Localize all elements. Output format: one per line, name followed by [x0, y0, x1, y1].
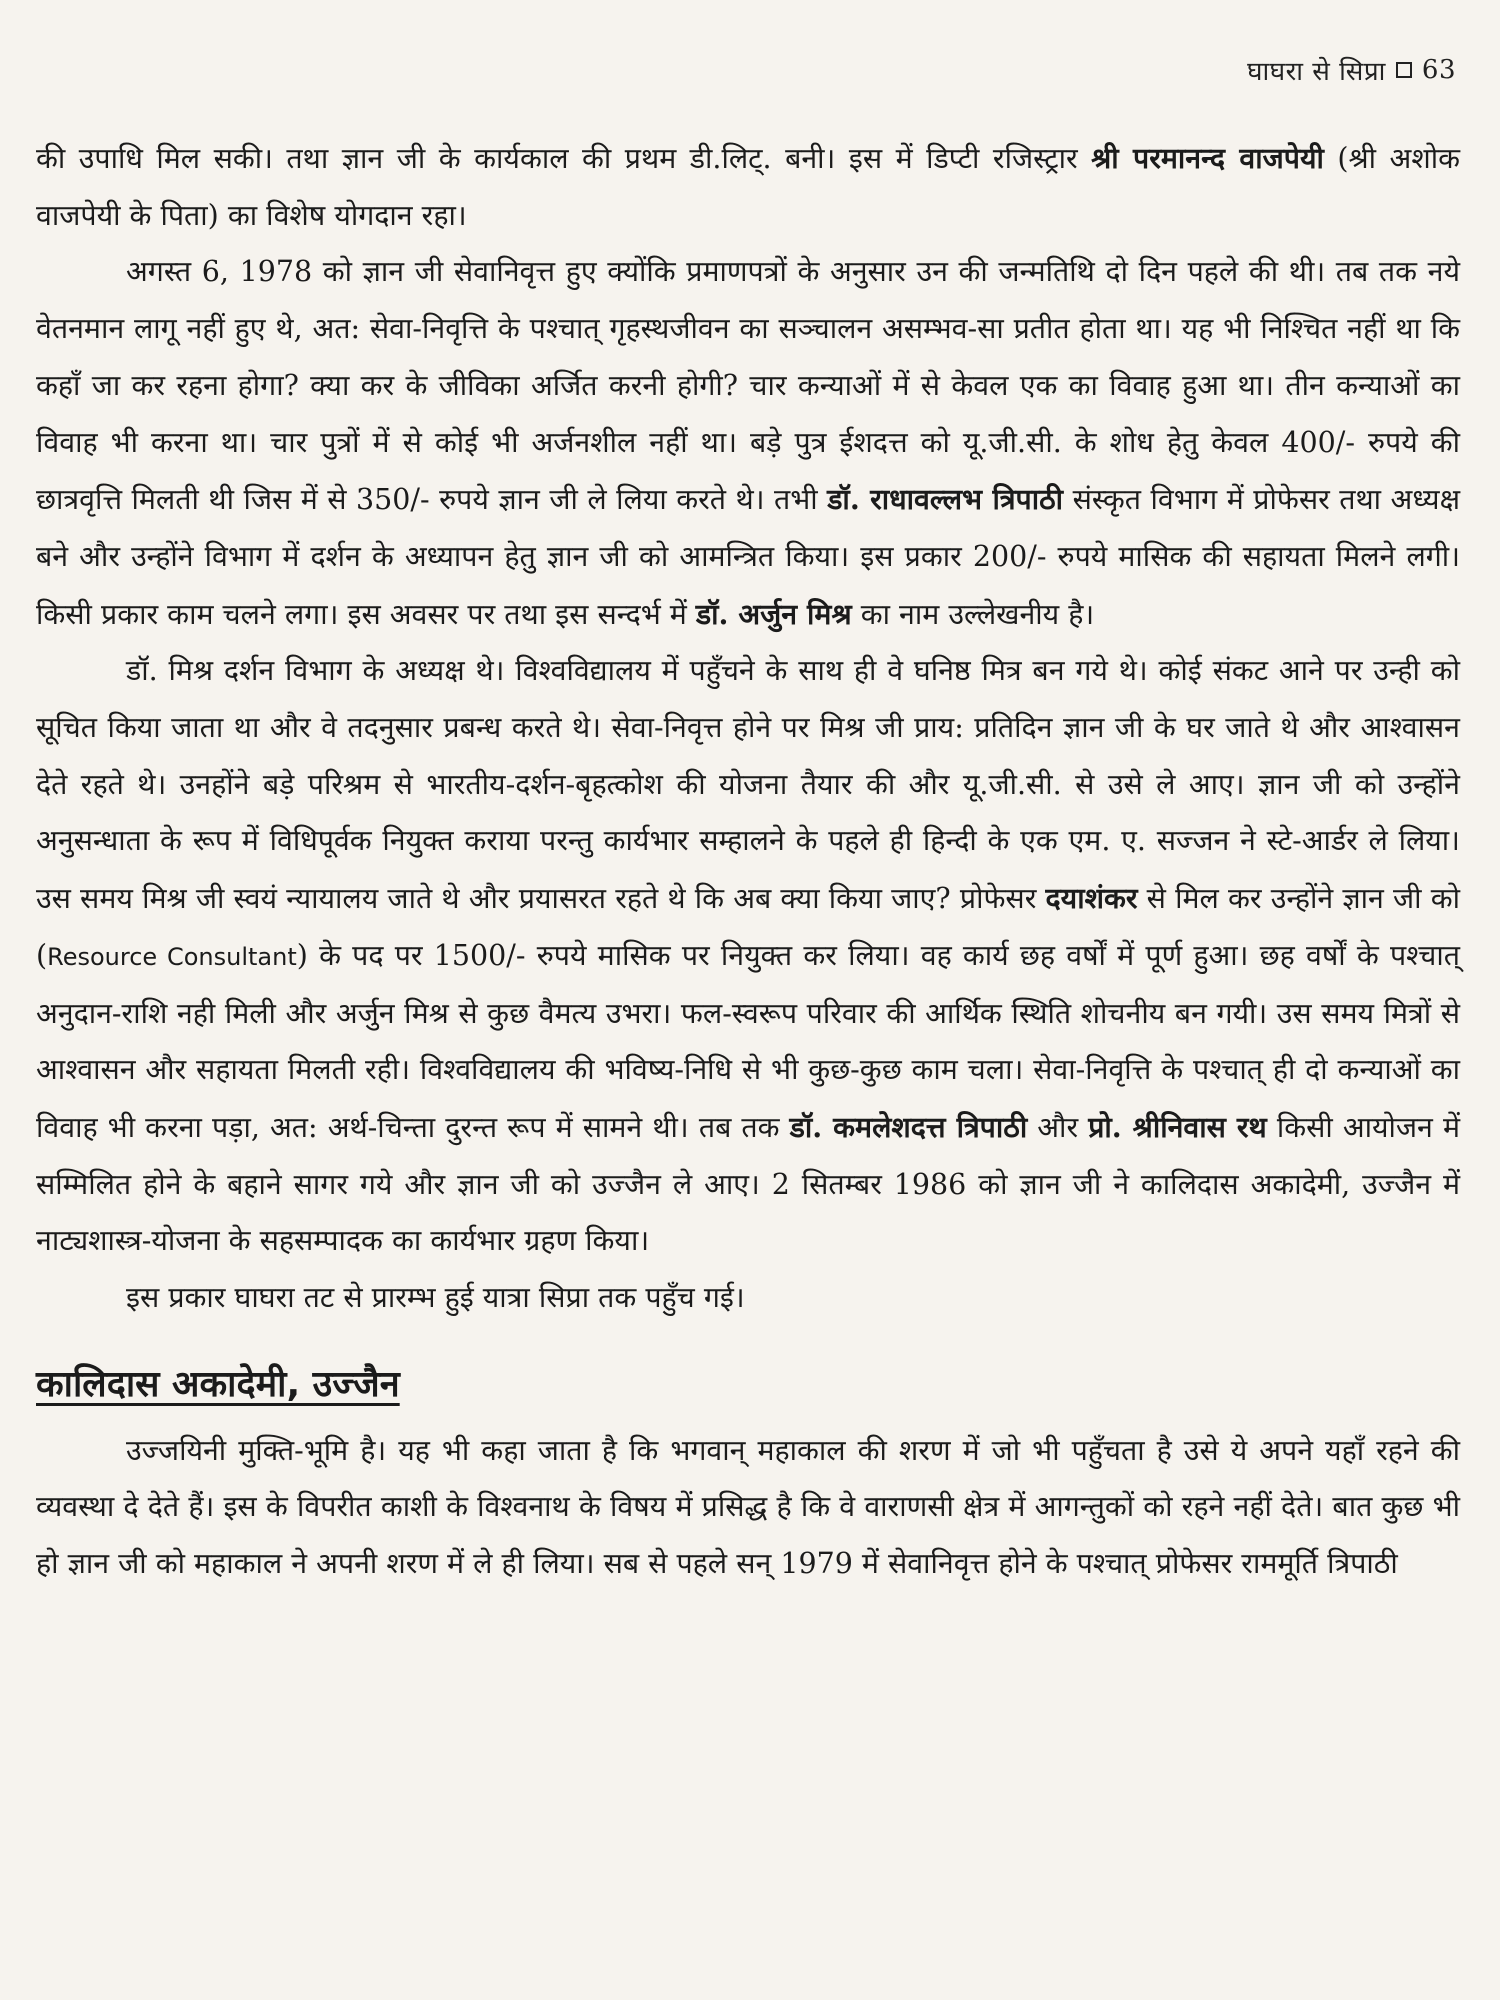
p3-text-g: और	[1027, 1110, 1089, 1144]
running-title: घाघरा से सिप्रा	[1247, 57, 1386, 87]
section-heading: कालिदास अकादेमी, उज्जैन	[36, 1363, 400, 1405]
paragraph-5	[36, 1423, 1460, 1593]
p3-name-dayashankar: दयाशंकर	[1045, 881, 1138, 916]
p3-text-a: डॉ. मिश्र दर्शन विभाग के अध्यक्ष थे। विश्वविद्यालय में पहुँचने के साथ ही वे घनिष्ठ मित्र बन गये थे। कोई संकट आने पर उन्ही को सूचित किया जाता था और वे तदनुसार प्रबन्ध करते थे। सेवा-निवृत्त होने पर मिश्र जी प्राय: प्रतिदिन ज्ञान जी के घर जाते थे और आश्वासन देते रहते थे। उनहोंने बड़े परिश्रम से भारतीय-दर्शन-बृहत्कोश की योजना तैयार की और यू.जी.सी. से उसे ले आए। ज्ञान जी को उन्होंने अनुसन्धाता के रूप में विधिपूर्वक नियुक्त कराया परन्तु कार्यभार सम्हालने के पहले ही हिन्दी के एक एम. ए. सज्जन ने स्टे-आर्डर ले लिया। उस समय मिश्र जी स्वयं न्यायालय जाते थे और प्रयासरत रहते थे कि अब क्या किया जाए? प्रोफेसर	[36, 654, 1460, 916]
p2-text-a: अगस्त 6, 1978 को ज्ञान जी सेवानिवृत्त हुए क्योंकि प्रमाणपत्रों के अनुसार उन की जन्मतिथि दो दिन पहले की थी। तब तक नये वेतनमान लागू नहीं हुए थे, अत: सेवा-निवृत्ति के पश्चात् गृहस्थजीवन का सञ्चालन असम्भव-सा प्रतीत होता था। यह भी निश्चित नहीं था कि कहाँ जा कर रहना होगा? क्या कर के जीविका अर्जित करनी होगी? चार कन्याओं में से केवल एक का विवाह हुआ था। तीन कन्याओं का विवाह भी करना था। चार पुत्रों में से कोई भी अर्जनशील नहीं था। बड़े पुत्र ईशदत्त को यू.जी.सी. के शोध हेतु केवल 400/- रुपये की छात्रवृत्ति मिलती थी जिस में से 350/- रुपये ज्ञान जी ले लिया करते थे। तभी	[36, 255, 1460, 517]
p3-text-c: से मिल कर उन्होंने ज्ञान जी को (	[36, 882, 1461, 972]
p2-name-radhavallabh-tripathi: डॉ. राधावल्लभ त्रिपाठी	[827, 482, 1064, 517]
paragraph-3	[36, 643, 1460, 1270]
p3-text-i: किसी आयोजन में सम्मिलित होने के बहाने सागर गये और ज्ञान जी को उज्जैन ले आए। 2 सितम्बर 1986 को ज्ञान जी ने कालिदास अकादेमी, उज्जैन में नाट्यशास्त्र-योजना के सहसम्पादक का कार्यभार ग्रहण किया।	[36, 1110, 1460, 1258]
page-number: 63	[1421, 55, 1456, 85]
p1-name-paramanand-vajpeyi: श्री परमानन्द वाजपेयी	[1091, 141, 1324, 175]
page-body	[36, 130, 1460, 1593]
paragraph-2	[36, 244, 1460, 643]
square-separator-icon	[1396, 62, 1412, 78]
p3-name-shrinivas-rath: प्रो. श्रीनिवास रथ	[1088, 1109, 1267, 1144]
p3-text-e: ) के पद पर 1500/- रुपये मासिक पर नियुक्त कर लिया। वह कार्य छह वर्षों में पूर्ण हुआ। छह वर्षों के पश्चात् अनुदान-राशि नही मिली और अर्जुन मिश्र से कुछ वैमत्य उभरा। फल-स्वरूप परिवार की आर्थिक स्थिति शोचनीय बन गयी। उस समय मित्रों से आश्वासन और सहायता मिलती रही। विश्वविद्यालय की भविष्य-निधि से भी कुछ-कुछ काम चला। सेवा-निवृत्ति के पश्चात् ही दो कन्याओं का विवाह भी करना पड़ा, अत: अर्थ-चिन्ता दुरन्त रूप में सामने थी। तब तक	[36, 938, 1460, 1144]
p3-resource-consultant: Resource Consultant	[47, 942, 297, 971]
running-header	[1247, 52, 1456, 88]
paragraph-1	[36, 130, 1460, 244]
p4-text-a: इस प्रकार घाघरा तट से प्रारम्भ हुई यात्रा सिप्रा तक पहुँच गई।	[126, 1281, 745, 1315]
p3-name-kamleshdatt-tripathi: डॉ. कमलेशदत्त त्रिपाठी	[789, 1109, 1028, 1144]
p1-text-c: (श्री अशोक वाजपेयी के पिता) का विशेष योगदान रहा।	[36, 142, 1460, 232]
paragraph-4	[36, 1270, 1460, 1327]
p2-name-arjun-mishra: डॉ. अर्जुन मिश्र	[695, 596, 852, 631]
p2-text-c: संस्कृत विभाग में प्रोफेसर तथा अध्यक्ष बने और उन्होंने विभाग में दर्शन के अध्यापन हेतु ज्ञान जी को आमन्त्रित किया। इस प्रकार 200/- रुपये मासिक की सहायता मिलने लगी। किसी प्रकार काम चलने लगा। इस अवसर पर तथा इस सन्दर्भ में	[36, 483, 1461, 631]
p5-text-a: उज्जयिनी मुक्ति-भूमि है। यह भी कहा जाता है कि भगवान् महाकाल की शरण में जो भी पहुँचता है उसे ये अपने यहाँ रहने की व्यवस्था दे देते हैं। इस के विपरीत काशी के विश्वनाथ के विषय में प्रसिद्ध है कि वे वाराणसी क्षेत्र में आगन्तुकों को रहने नहीं देते। बात कुछ भी हो ज्ञान जी को महाकाल ने अपनी शरण में ले ही लिया। सब से पहले सन् 1979 में सेवानिवृत्त होने के पश्चात् प्रोफेसर राममूर्ति त्रिपाठी	[36, 1433, 1460, 1581]
p1-text-a: की उपाधि मिल सकी। तथा ज्ञान जी के कार्यकाल की प्रथम डी.लिट्. बनी। इस में डिप्टी रजिस्ट्रार	[36, 142, 1092, 175]
p2-text-e: का नाम उल्लेखनीय है।	[851, 597, 1095, 631]
